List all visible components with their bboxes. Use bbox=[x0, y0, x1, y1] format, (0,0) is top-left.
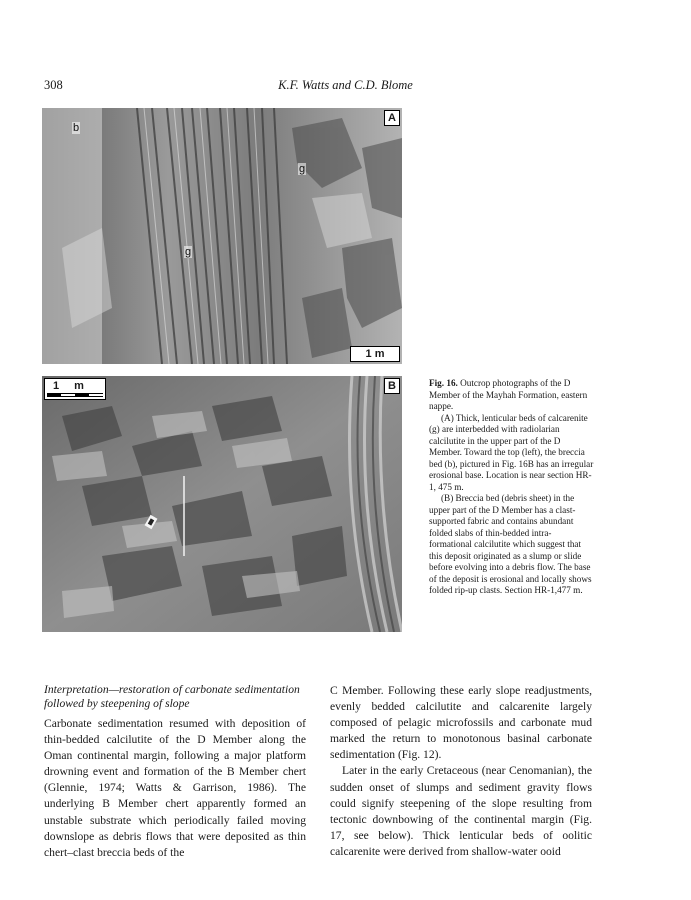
body-column-right bbox=[330, 683, 592, 860]
body-paragraph: Carbonate sedimentation resumed with deposition of thin-bedded calcilutite of the D Member along the Oman continental margin, following a major platform drowning event and formation of the B Member chert (Glennie, 1974; Watts & Garrison, 1986). The underlying B Member chert apparently formed an unstable substrate which periodically failed moving downslope as debris flows that were deposited as thin chert–clast breccia beds of the bbox=[44, 717, 306, 859]
body-paragraph: Later in the early Cretaceous (near Cenomanian), the sudden onset of slumps and sediment gravity flows could signify steepening of the slope resulting from tectonic downbowing of the continental margin (Fig. 17, see below). Thick lenticular beds of oolitic calcarenite were derived from shallow-water ooid bbox=[330, 764, 592, 858]
outcrop-photo-b bbox=[42, 376, 402, 632]
scale-segment bbox=[47, 393, 61, 397]
figure-16a-photo bbox=[42, 108, 402, 364]
figure-caption bbox=[429, 378, 594, 597]
panel-label-a: A bbox=[384, 110, 400, 126]
scale-bar-b-label: 1 m bbox=[53, 380, 90, 392]
scale-segment bbox=[75, 393, 89, 397]
body-column-left bbox=[44, 683, 306, 861]
section-heading: Interpretation—restoration of carbonate sedimentation followed by steepening of slope bbox=[44, 683, 300, 710]
caption-intro: Outcrop photographs of the D Member of the Mayhah Formation, eastern nappe. bbox=[429, 378, 588, 411]
scale-bar-a: 1 m bbox=[350, 346, 400, 362]
annotation-g-upper: g bbox=[299, 163, 306, 175]
figure-16b-photo bbox=[42, 376, 402, 632]
scale-segment bbox=[89, 393, 103, 397]
caption-part-b: (B) Breccia bed (debris sheet) in the upper part of the D Member has a clast-supported fabric and contains abundant folded slabs of thin-bedded intra-formational calcilutite which suggest that this deposit originated as a slump or slide before evolving into a debris flow. The base of the deposit is erosional and locally shows folded rip-up clasts. Section HR-1,477 m. bbox=[429, 493, 592, 595]
running-head: K.F. Watts and C.D. Blome bbox=[278, 78, 413, 92]
body-paragraph: C Member. Following these early slope readjustments, evenly bedded calcilutite and calcarenite largely composed of pelagic microfossils and carbonate mud marked the return to monotonous basinal carbonate sedimentation (Fig. 12). bbox=[330, 684, 592, 762]
caption-part-a: (A) Thick, lenticular beds of calcarenite (g) are interbedded with radiolarian calcilutite in the upper part of the D Member. Toward the top (left), the breccia bed (b), pictured in Fig. 16B has an irregular erosional base. Location is near section HR-1, 475 m. bbox=[429, 412, 594, 492]
panel-label-b: B bbox=[384, 378, 400, 394]
page-number: 308 bbox=[44, 78, 63, 92]
annotation-g-lower: g bbox=[185, 246, 192, 258]
caption-fig-label: Fig. 16. bbox=[429, 378, 458, 388]
scale-bar-b bbox=[44, 378, 106, 400]
annotation-b: b bbox=[73, 122, 80, 134]
outcrop-photo-a bbox=[42, 108, 402, 364]
scale-segment bbox=[61, 393, 75, 397]
